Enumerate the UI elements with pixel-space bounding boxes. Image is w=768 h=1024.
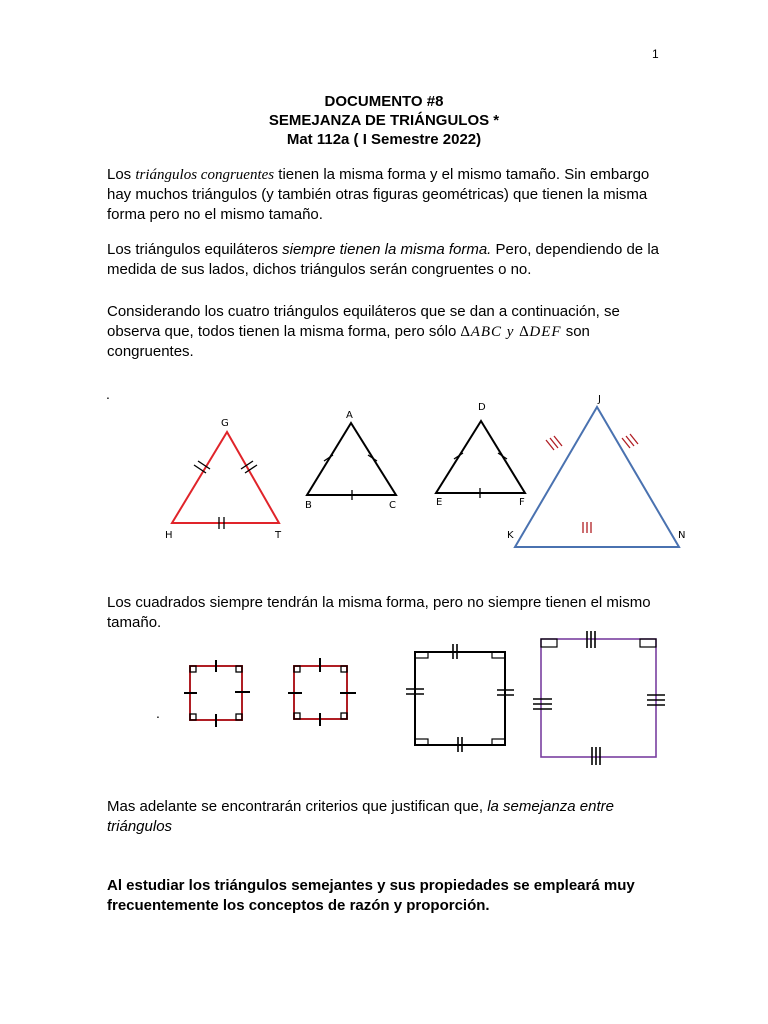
label-h: H	[165, 530, 173, 541]
para2-rest: Pero, dependiendo de la medida de sus lados, dichos triángulos serán congruentes o no.	[107, 241, 659, 278]
triangle-def-shape	[436, 421, 525, 493]
tick-marks-def	[454, 453, 507, 498]
label-f: F	[519, 497, 525, 508]
paragraph-mas-adelante	[107, 797, 647, 837]
square-2-marks	[288, 658, 356, 726]
tick-marks-jkn	[546, 434, 638, 533]
para1-italic: triángulos congruentes	[135, 167, 275, 183]
header-title: DOCUMENTO #8	[324, 93, 444, 110]
label-a: A	[346, 410, 353, 421]
stray-dot: .	[106, 386, 110, 402]
triangle-jkn	[515, 407, 679, 547]
label-g: G	[221, 418, 229, 429]
label-c: C	[389, 500, 396, 511]
square-3-shape	[415, 652, 505, 745]
square-1	[184, 660, 250, 727]
label-n: N	[678, 530, 686, 541]
paragraph-cuadrados: Los cuadrados siempre tendrán la misma forma, pero no siempre tienen el mismo tamaño.	[107, 594, 651, 631]
tick-marks-abc	[324, 455, 377, 500]
label-d: D	[478, 402, 486, 413]
para1-rest: tienen la misma forma y el mismo tamaño. Sin embargo hay muchos triángulos (y también otras figuras geométricas) que tienen la misma forma pero no el mismo tamaño.	[107, 166, 650, 223]
triangle-ght	[172, 432, 279, 529]
square-3-marks	[406, 644, 514, 752]
triangle-ght-shape	[172, 432, 279, 523]
para3-math: ∆ABC y ∆DEF	[460, 324, 562, 340]
label-t: T	[275, 530, 282, 541]
page-number: 1	[652, 47, 659, 61]
label-b: B	[305, 500, 312, 511]
tick-marks-ght	[194, 461, 257, 529]
square-4-marks	[533, 631, 665, 765]
header-subtitle: SEMEJANZA DE TRIÁNGULOS *	[268, 112, 500, 129]
square-4-shape	[541, 639, 656, 757]
paragraph-conclusion: Al estudiar los triángulos semejantes y sus propiedades se empleará muy frecuentemente los conceptos de razón y proporción.	[107, 877, 635, 914]
triangle-def	[436, 421, 525, 498]
triangle-abc-shape	[307, 423, 396, 495]
header-course: Mat 112a ( I Semestre 2022)	[286, 131, 482, 148]
square-1-shape	[190, 666, 242, 720]
square-1-marks	[184, 660, 250, 727]
square-4	[533, 631, 665, 765]
label-j: J	[598, 394, 601, 405]
triangle-jkn-shape	[515, 407, 679, 547]
para3-rest: son congruentes.	[107, 323, 590, 360]
para5-italic: la semejanza entre triángulos	[107, 798, 614, 835]
stray-dot-2: .	[156, 705, 160, 721]
triangle-abc	[307, 423, 396, 500]
para2-lead: Los triángulos equiláteros	[107, 241, 283, 258]
label-k: K	[507, 530, 514, 541]
para2-italic: siempre tienen la misma forma.	[282, 241, 492, 258]
square-2	[288, 658, 356, 726]
label-e: E	[436, 497, 443, 508]
square-3	[406, 644, 514, 752]
para1-lead: Los	[107, 166, 136, 183]
para3-text: Considerando los cuatro triángulos equiláteros que se dan a continuación, se observa que, todos tienen la misma forma, pero sólo	[107, 303, 620, 340]
para5-lead: Mas adelante se encontrarán criterios que justifican que,	[107, 798, 488, 815]
